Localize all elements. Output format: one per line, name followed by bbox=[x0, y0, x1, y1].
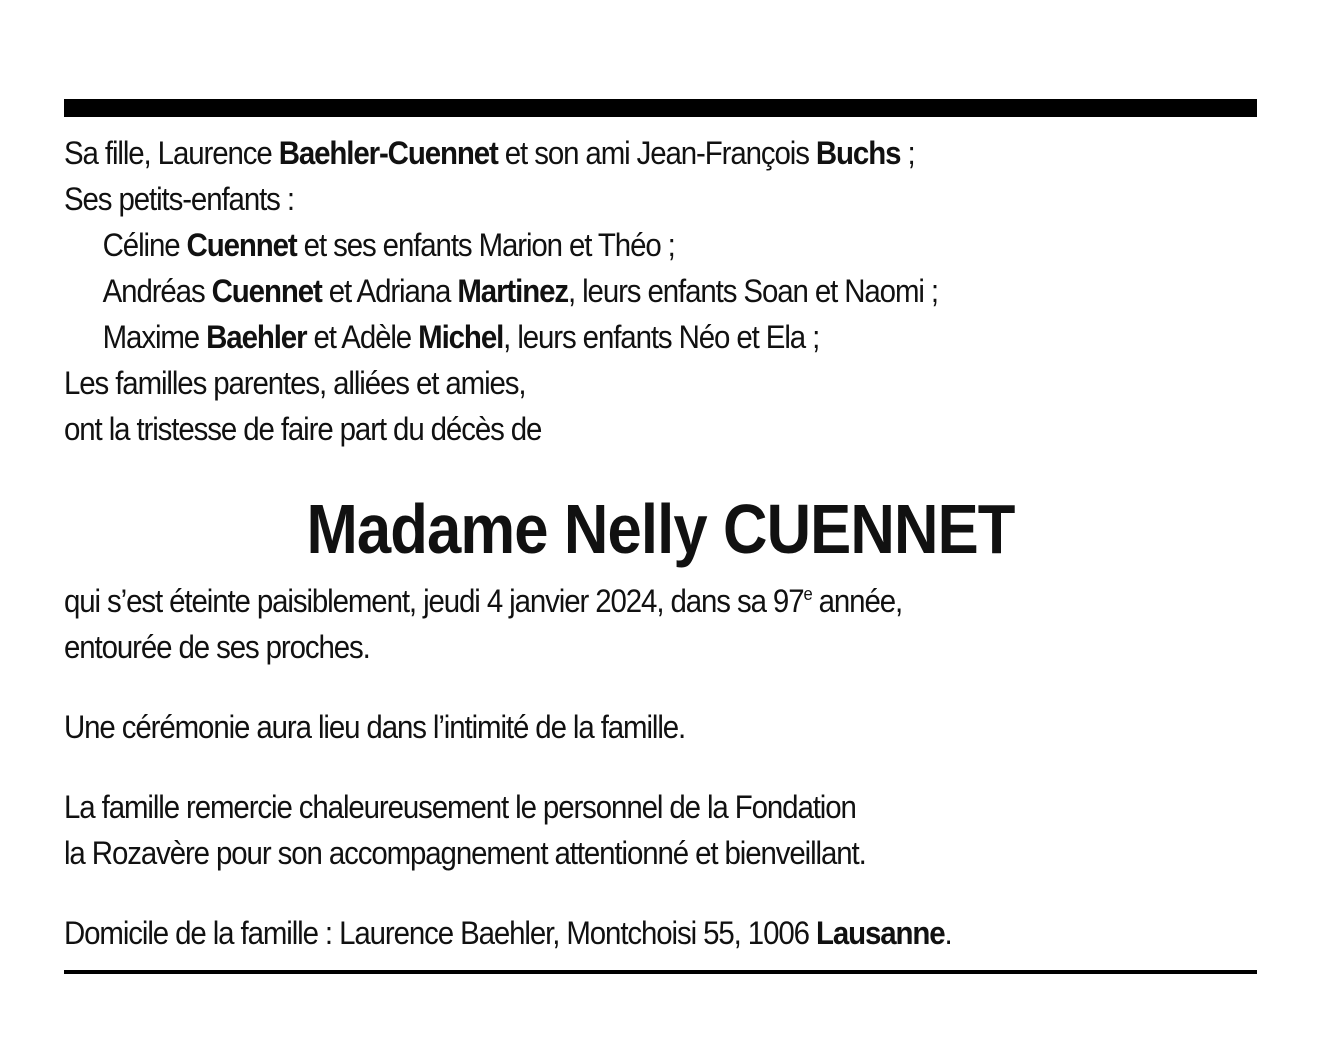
grandchild-line bbox=[64, 268, 1162, 314]
thanks-line-2: la Rozavère pour son accompagnement attentionné et bienveillant. bbox=[64, 835, 866, 871]
passing-text-end: année, bbox=[811, 583, 903, 619]
grandchild-details: , leurs enfants Néo et Ela ; bbox=[503, 319, 820, 355]
top-rule bbox=[64, 99, 1257, 117]
daughter-line bbox=[64, 130, 1162, 176]
bottom-rule bbox=[64, 970, 1257, 974]
grandchild-line bbox=[64, 222, 1162, 268]
address-text: Domicile de la famille : Laurence Baehler, Montchoisi 55, 1006 bbox=[64, 915, 816, 951]
grandchild-surname: Cuennet bbox=[186, 227, 297, 263]
ceremony-line: Une cérémonie aura lieu dans l’intimité de la famille. bbox=[64, 709, 686, 745]
announcement-line: ont la tristesse de faire part du décès de bbox=[64, 411, 542, 447]
address-line bbox=[64, 910, 1162, 956]
daughter-line-end: ; bbox=[900, 135, 915, 171]
family-list bbox=[64, 130, 1257, 452]
extended-family-line: Les familles parentes, alliées et amies, bbox=[64, 365, 526, 401]
passing-line-2: entourée de ses proches. bbox=[64, 629, 370, 665]
ordinal-suffix: e bbox=[803, 584, 812, 604]
daughter-first-name: Sa fille, Laurence bbox=[64, 135, 279, 171]
grandchild-partner-surname: Martinez bbox=[457, 273, 568, 309]
grandchild-details: et ses enfants Marion et Théo ; bbox=[296, 227, 675, 263]
thanks-line-1: La famille remercie chaleureusement le personnel de la Fondation bbox=[64, 789, 856, 825]
grandchild-surname: Cuennet bbox=[211, 273, 322, 309]
daughter-partner-intro: et son ami Jean-François bbox=[497, 135, 816, 171]
grandchild-partner-intro: et Adèle bbox=[306, 319, 419, 355]
passing-text: qui s’est éteinte paisiblement, jeudi 4 janvier 2024, dans sa 97 bbox=[64, 583, 804, 619]
grandchild-partner-intro: et Adriana bbox=[321, 273, 458, 309]
grandchild-surname: Baehler bbox=[206, 319, 307, 355]
grandchild-details: , leurs enfants Soan et Naomi ; bbox=[567, 273, 938, 309]
grandchild-line bbox=[64, 314, 1162, 360]
grandchild-first-name: Andréas bbox=[102, 273, 212, 309]
grandchild-first-name: Maxime bbox=[102, 319, 207, 355]
grandchildren-heading: Ses petits-enfants : bbox=[64, 181, 294, 217]
obituary-notice bbox=[64, 99, 1257, 974]
passing-line bbox=[64, 578, 1162, 624]
address-city: Lausanne bbox=[815, 915, 945, 951]
deceased-name: Madame Nelly CUENNET bbox=[306, 490, 1015, 568]
daughter-partner-surname: Buchs bbox=[815, 135, 901, 171]
grandchild-partner-surname: Michel bbox=[418, 319, 504, 355]
address-end: . bbox=[944, 915, 952, 951]
grandchild-first-name: Céline bbox=[102, 227, 187, 263]
daughter-surname: Baehler-Cuennet bbox=[278, 135, 498, 171]
